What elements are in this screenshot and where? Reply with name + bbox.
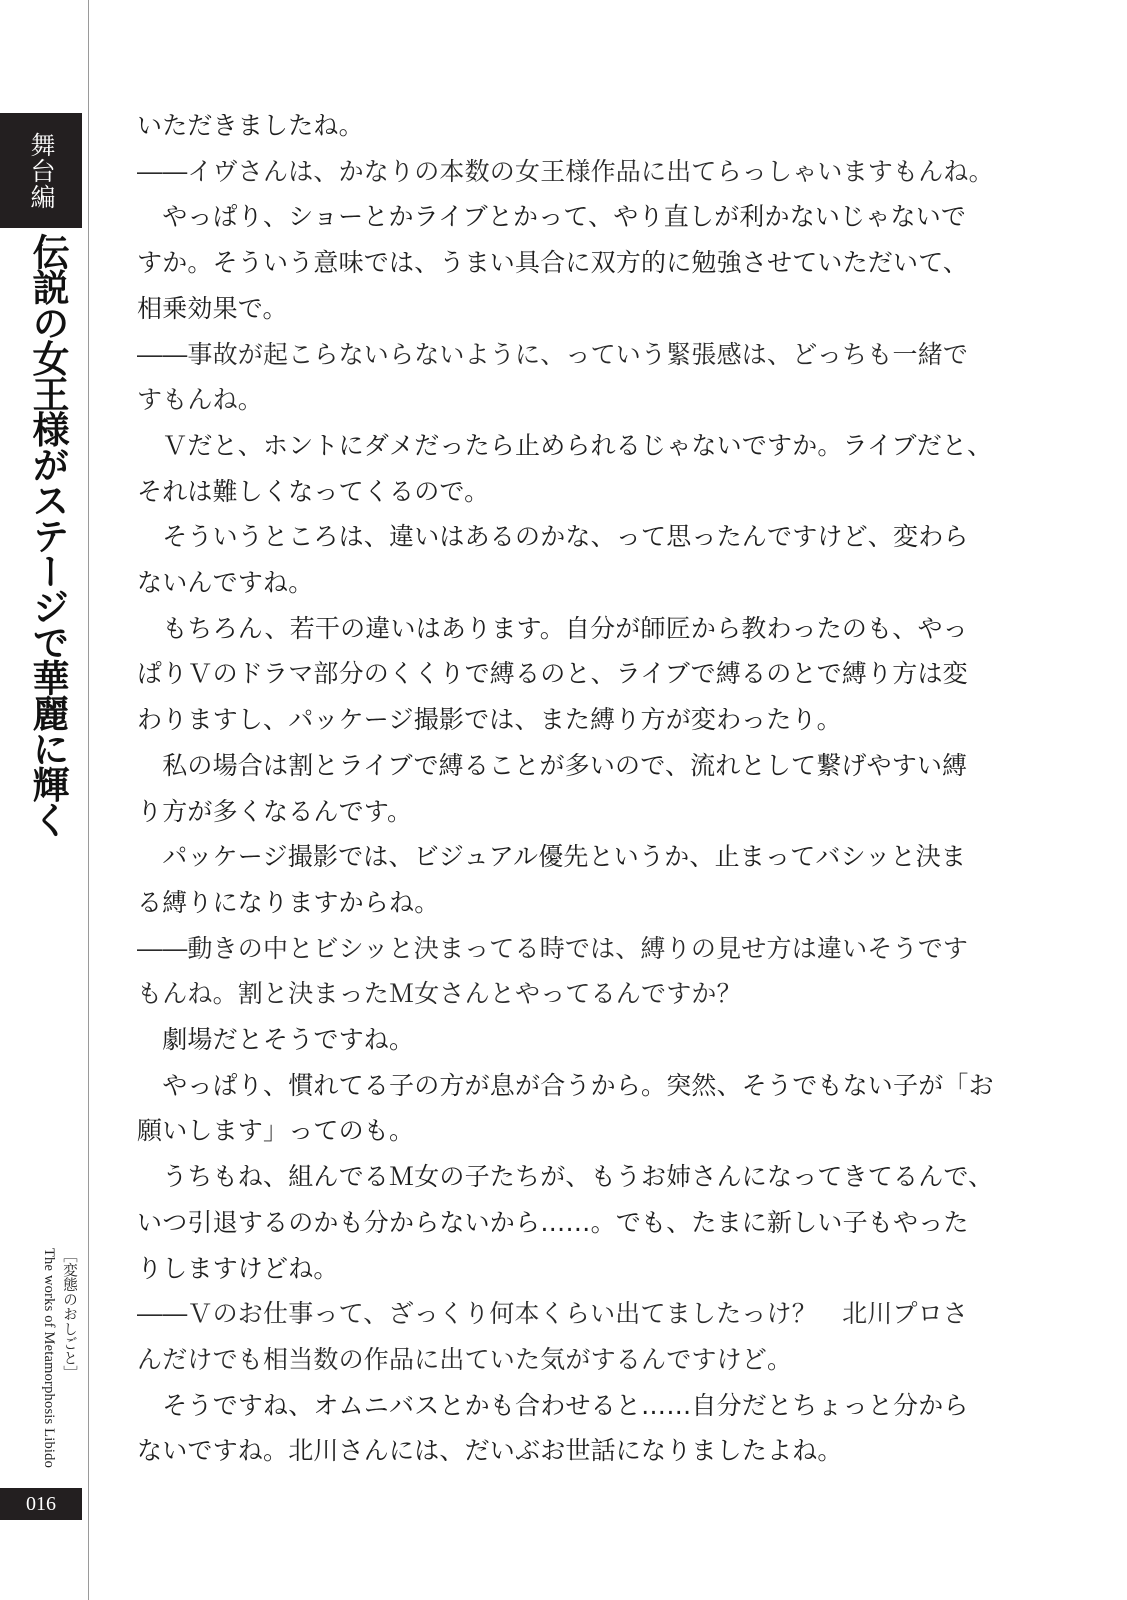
- body-text: [137, 103, 997, 1474]
- answer-line: わりますし、パッケージ撮影では、また縛り方が変わったり。: [137, 705, 842, 735]
- answer-line: やっぱり、ショーとかライブとかって、やり直しが利かないじゃないで: [137, 202, 967, 232]
- chapter-title: [22, 233, 74, 837]
- interviewer-line: ――事故が起こらないらないように、っていう緊張感は、どっちも一緒で: [137, 339, 969, 369]
- answer-line: すか。そういう意味では、うまい具合に双方的に勉強させていただいて、: [137, 248, 969, 278]
- margin-divider-line: [88, 0, 89, 1600]
- interviewer-line: ――イヴさんは、かなりの本数の女王様作品に出てらっしゃいますもんね。: [137, 156, 994, 186]
- answer-line: うちもね、組んでるＭ女の子たちが、もうお姉さんになってきてるんで、: [137, 1162, 994, 1192]
- answer-line: 劇場だとそうですね。: [137, 1025, 415, 1055]
- answer-line: る縛りになりますからね。: [137, 887, 440, 917]
- answer-line: ないですね。北川さんには、だいぶお世話になりましたよね。: [137, 1436, 843, 1466]
- answer-line: それは難しくなってくるので。: [137, 476, 490, 506]
- chapter-title-text: 伝説の女王様がステージで華麗に輝く: [26, 233, 70, 837]
- book-title-japanese: ［変態のおしごと］: [61, 1248, 77, 1381]
- answer-line: 相乗効果で。: [137, 293, 288, 323]
- answer-line: ぱりＶのドラマ部分のくくりで縛るのと、ライブで縛るのとで縛り方は変: [137, 659, 968, 689]
- page-number-text: 016: [26, 1492, 56, 1515]
- interviewer-line: んだけでも相当数の作品に出ていた気がするんですけど。: [137, 1344, 793, 1374]
- interviewer-line: ――Ｖのお仕事って、ざっくり何本くらい出てましたっけ？ 北川プロさ: [137, 1299, 969, 1329]
- answer-line: Ｖだと、ホントにダメだったら止められるじゃないですか。ライブだと、: [137, 430, 993, 460]
- answer-line: いつ引退するのかも分からないから……。でも、たまに新しい子もやった: [137, 1207, 969, 1237]
- answer-line: ないんですね。: [137, 568, 314, 598]
- book-title: [40, 1248, 80, 1476]
- answer-line: 私の場合は割とライブで縛ることが多いので、流れとして繋げやすい縛: [137, 750, 968, 780]
- section-tab: [0, 113, 82, 228]
- answer-line: パッケージ撮影では、ビジュアル優先というか、止まってバシッと決ま: [137, 842, 967, 872]
- answer-line: もちろん、若干の違いはあります。自分が師匠から教わったのも、やっ: [137, 613, 968, 643]
- answer-line: り方が多くなるんです。: [137, 796, 413, 826]
- book-title-english: The works of Metamorphosis Libido: [41, 1248, 57, 1469]
- answer-line: 願いします」ってのも。: [137, 1116, 415, 1146]
- answer-line: そうですね、オムニバスとかも合わせると……自分だとちょっと分から: [137, 1390, 969, 1420]
- interviewer-line: すもんね。: [137, 385, 264, 415]
- answer-line: やっぱり、慣れてる子の方が息が合うから。突然、そうでもない子が「お: [137, 1070, 994, 1100]
- page-number: [0, 1488, 82, 1520]
- answer-line: そういうところは、違いはあるのかな、って思ったんですけど、変わら: [137, 522, 969, 552]
- interviewer-line: もんね。割と決まったＭ女さんとやってるんですか？: [137, 979, 742, 1009]
- answer-line: りしますけどね。: [137, 1253, 339, 1283]
- answer-line: いただきましたね。: [137, 111, 364, 140]
- interviewer-line: ――動きの中とビシッと決まってる時では、縛りの見せ方は違いそうです: [137, 933, 969, 963]
- section-tab-label: 舞台編: [27, 131, 56, 210]
